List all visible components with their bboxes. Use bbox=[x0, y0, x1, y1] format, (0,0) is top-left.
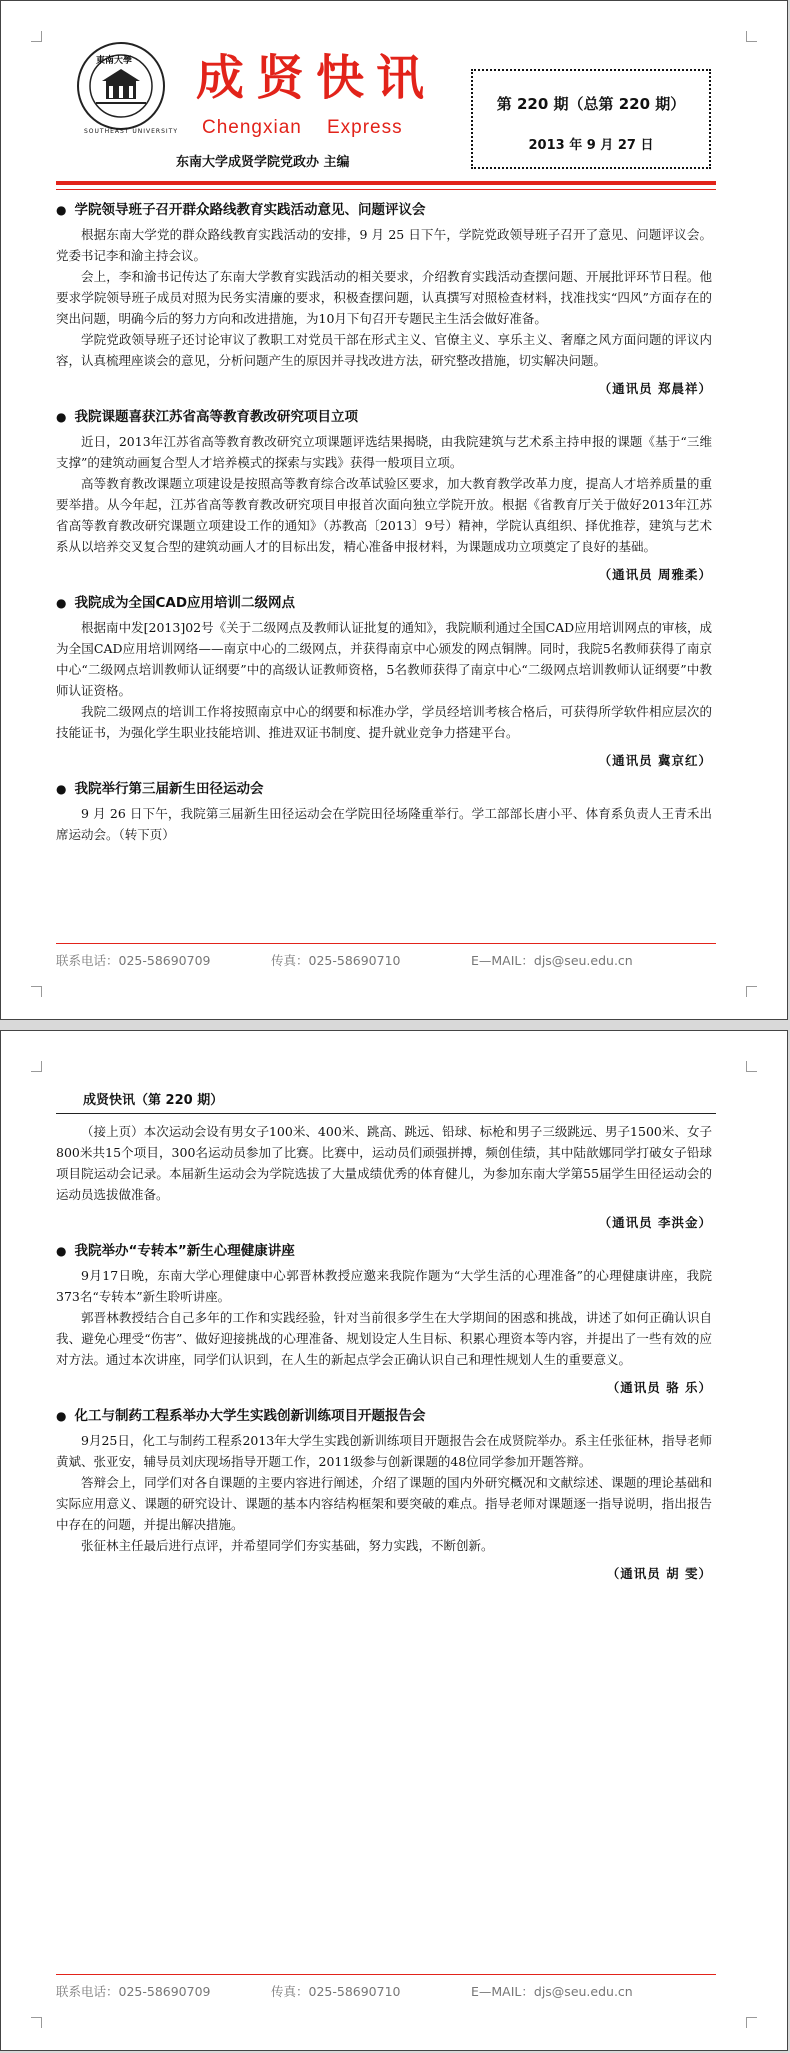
page1-articles bbox=[56, 200, 712, 845]
footer-phone: 联系电话：025-58690709 bbox=[56, 953, 211, 968]
article-paragraph: 高等教育教改课题立项建设是按照高等教育综合改革试验区要求，加大教育教学改革力度，提高人才培养质量的重要举措。从今年起，江苏省高等教育教改研究项目申报首次面向独立学院开放。根据《省教育厅关于做好2013年江苏省高等教育教改研究课题立项建设工作的通知》（苏教高〔2013〕9号）精神，学院认真组织、择优推荐，建筑与艺术系从以培养交叉复合型的建筑动画人才的目标出发，精心准备申报材料，为课题成功立项奠定了良好的基础。 bbox=[56, 476, 712, 554]
footer-fax: 传真：025-58690710 bbox=[271, 953, 401, 968]
header-rule bbox=[56, 181, 716, 185]
article-paragraph: 9 月 26 日下午，我院第三届新生田径运动会在学院田径场隆重举行。学工部部长唐小平、体育系负责人王青禾出席运动会。（转下页） bbox=[56, 806, 712, 842]
page-corner-mark bbox=[31, 31, 42, 42]
article-paragraph: 我院二级网点的培训工作将按照南京中心的纲要和标准办学，学员经培训考核合格后，可获得所学软件相应层次的技能证书，为强化学生职业技能培训、推进双证书制度、提升就业竞争力搭建平台。 bbox=[56, 704, 712, 740]
seal-center-text: 東南大學 bbox=[96, 56, 133, 66]
page-corner-mark bbox=[31, 2017, 42, 2028]
article-byline: （通讯员 李洪金） bbox=[598, 1215, 712, 1230]
article bbox=[56, 407, 712, 583]
bullet-icon: ● bbox=[56, 203, 67, 217]
footer bbox=[56, 1982, 716, 2006]
article-paragraph: 会上，李和渝书记传达了东南大学教育实践活动的相关要求，介绍教育实践活动查摆问题、开展批评环节日程。他要求学院领导班子成员对照为民务实清廉的要求，积极查摆问题，认真撰写对照检查材料，找准找实“四风”方面存在的突出问题，明确今后的努力方向和改进措施，为10月下旬召开专题民主生活会做好准备。 bbox=[56, 269, 712, 326]
article-heading: ● 我院举办“专转本”新生心理健康讲座 bbox=[56, 1243, 295, 1259]
article-heading: ● 学院领导班子召开群众路线教育实践活动意见、问题评议会 bbox=[56, 202, 426, 218]
article-paragraph: 学院党政领导班子还讨论审议了教职工对党员干部在形式主义、官僚主义、享乐主义、奢靡之风方面问题的评议内容，认真梳理座谈会的意见，分析问题产生的原因并寻找改进方法，研究整改措施，切实解决问题。 bbox=[56, 332, 712, 368]
footer-email[interactable]: E—MAIL：djs@seu.edu.cn bbox=[471, 1984, 633, 1999]
article-heading: ● 化工与制药工程系举办大学生实践创新训练项目开题报告会 bbox=[56, 1408, 426, 1424]
page-corner-mark bbox=[746, 2017, 757, 2028]
article-paragraph: 9月17日晚，东南大学心理健康中心郭晋林教授应邀来我院作题为“大学生活的心理准备”的心理健康讲座，我院373名“专转本”新生聆听讲座。 bbox=[56, 1268, 712, 1304]
newsletter-page-2 bbox=[0, 1030, 788, 2051]
article-byline: （通讯员 周雅柔） bbox=[598, 567, 712, 582]
bullet-icon: ● bbox=[56, 596, 67, 610]
footer-phone: 联系电话：025-58690709 bbox=[56, 1984, 211, 1999]
bullet-icon: ● bbox=[56, 1244, 67, 1258]
article-paragraph: 答辩会上，同学们对各自课题的主要内容进行阐述，介绍了课题的国内外研究概况和文献综述、课题的理论基础和实际应用意义、课题的研究设计、课题的基本内容结构框架和要突破的难点。指导老师对课题逐一指导说明，指出报告中存在的问题，并提出解决措施。 bbox=[56, 1475, 712, 1532]
bullet-icon: ● bbox=[56, 1409, 67, 1423]
article-byline: （通讯员 胡 雯） bbox=[606, 1566, 712, 1581]
running-head-rule bbox=[56, 1113, 716, 1114]
seal-ring-text: SOUTHEAST UNIVERSITY bbox=[84, 128, 178, 135]
article-paragraph: 张征林主任最后进行点评，并希望同学们夯实基础，努力实践，不断创新。 bbox=[81, 1538, 494, 1553]
article-paragraph: 郭晋林教授结合自己多年的工作和实践经验，针对当前很多学生在大学期间的困惑和挑战，讲述了如何正确认识自我、避免心理受“伤害”、做好迎接挑战的心理准备、规划设定人生目标、积累心理资本等内容，并提出了一些有效的应对方法。通过本次讲座，同学们认识到，在人生的新起点学会正确认识自己和理性规划人生的重要意义。 bbox=[56, 1310, 712, 1367]
page-corner-mark bbox=[31, 1061, 42, 1072]
article bbox=[56, 1121, 712, 1231]
article bbox=[56, 1241, 712, 1396]
newsletter-page-1 bbox=[0, 0, 788, 1020]
issue-date: 2013 年 9 月 27 日 bbox=[528, 138, 654, 153]
sponsor-line: 东南大学成贤学院党政办 主编 bbox=[176, 155, 350, 170]
article-paragraph: （接上页）本次运动会设有男女子100米、400米、跳高、跳远、铅球、标枪和男子三级跳远、男子1500米、女子800米共15个项目，300名运动员参加了比赛。比赛中，运动员们顽强拼搏，频创佳绩，其中陆歆娜同学打破女子铅球项目院运动会记录。本届新生运动会为学院选拔了大量成绩优秀的体育健儿，为参加东南大学第55届学生田径运动会的运动员选拔做准备。 bbox=[56, 1124, 712, 1202]
article-paragraph: 9月25日，化工与制药工程系2013年大学生实践创新训练项目开题报告会在成贤院举办。系主任张征林，指导老师黄斌、张亚安，辅导员刘庆现场指导开题工作，2011级参与创新课题的48位同学参加开题答辩。 bbox=[56, 1433, 712, 1469]
newsletter-title: 成贤快讯 bbox=[196, 50, 437, 106]
article bbox=[56, 200, 712, 397]
footer-rule bbox=[56, 1974, 716, 1975]
page2-articles bbox=[56, 1121, 712, 1592]
article-paragraph: 根据东南大学党的群众路线教育实践活动的安排，9 月 25 日下午，学院党政领导班子召开了意见、问题评议会。党委书记李和渝主持会议。 bbox=[56, 227, 712, 263]
masthead bbox=[56, 31, 716, 181]
footer-email[interactable]: E—MAIL：djs@seu.edu.cn bbox=[471, 953, 633, 968]
footer bbox=[56, 951, 716, 975]
footer-fax: 传真：025-58690710 bbox=[271, 1984, 401, 1999]
page-corner-mark bbox=[746, 986, 757, 997]
page-corner-mark bbox=[746, 1061, 757, 1072]
footer-rule bbox=[56, 943, 716, 944]
article-byline: （通讯员 郑晨祥） bbox=[598, 381, 712, 396]
article bbox=[56, 779, 712, 845]
page-corner-mark bbox=[746, 31, 757, 42]
article-heading: ● 我院举行第三届新生田径运动会 bbox=[56, 781, 264, 797]
article-heading: ● 我院课题喜获江苏省高等教育教改研究项目立项 bbox=[56, 409, 358, 425]
article-paragraph: 近日，2013年江苏省高等教育教改研究立项课题评选结果揭晓，由我院建筑与艺术系主持申报的课题《基于“三维支撑”的建筑动画复合型人才培养模式的探索与实践》获得一般项目立项。 bbox=[56, 434, 712, 470]
article bbox=[56, 593, 712, 769]
bullet-icon: ● bbox=[56, 410, 67, 424]
issue-number: 第 220 期（总第 220 期） bbox=[496, 95, 686, 113]
page-corner-mark bbox=[31, 986, 42, 997]
newsletter-title-en: Chengxian Express bbox=[202, 117, 403, 138]
article-heading: ● 我院成为全国CAD应用培训二级网点 bbox=[56, 595, 296, 611]
article-byline: （通讯员 骆 乐） bbox=[606, 1380, 712, 1395]
article bbox=[56, 1406, 712, 1582]
header-rule bbox=[56, 189, 716, 190]
issue-box bbox=[471, 69, 711, 169]
article-paragraph: 根据南中发[2013]02号《关于二级网点及教师认证批复的通知》，我院顺利通过全国CAD应用培训网点的审核，成为全国CAD应用培训网络——南京中心的二级网点，并获得南京中心颁发的网点铜牌。同时，我院5名教师获得了南京中心“二级网点培训教师认证纲要”中的高级认证教师资格，5名教师获得了南京中心“二级网点培训教师认证纲要”中教师认证资格。 bbox=[56, 620, 712, 698]
bullet-icon: ● bbox=[56, 782, 67, 796]
running-head: 成贤快讯（第 220 期） bbox=[83, 1093, 224, 1108]
article-byline: （通讯员 冀京红） bbox=[598, 753, 712, 768]
